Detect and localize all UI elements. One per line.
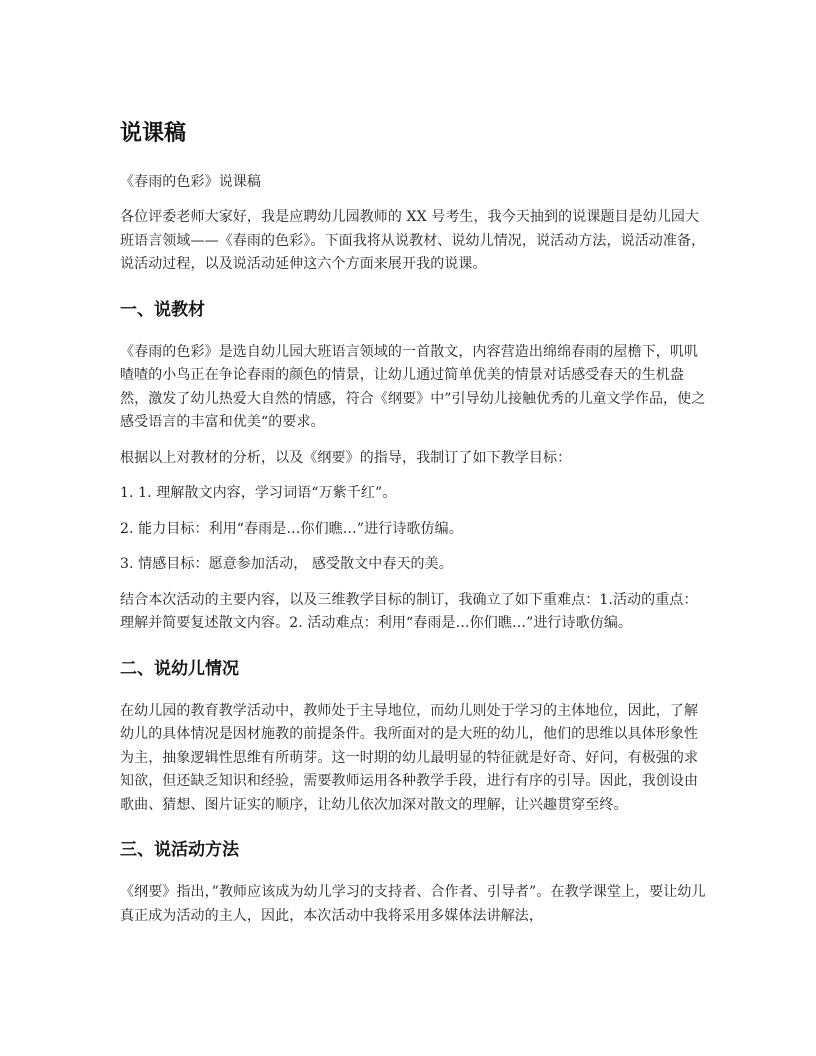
- section-children: [120, 656, 710, 818]
- list-item: 3. 情感目标：愿意参加活动， 感受散文中春天的美。: [120, 556, 453, 572]
- document-title: 说课稿: [120, 121, 187, 146]
- paragraph: 根据以上对教材的分析，以及《纲要》的指导，我制订了如下教学目标：: [120, 449, 572, 466]
- list-item: 1. 1. 理解散文内容，学习词语“万紫千红”。: [120, 485, 397, 501]
- document-page: [120, 118, 710, 940]
- list-item: 2. 能力目标：利用“春雨是…你们瞧…”进行诗歌仿编。: [120, 520, 463, 537]
- paragraph: 结合本次活动的主要内容，以及三维教学目标的制订，我确立了如下重难点：1.活动的重点：理解并简要复述散文内容。2. 活动难点：利用“春雨是…你们瞧…”进行诗歌仿编。: [120, 591, 698, 631]
- section-heading: 二、说幼儿情况: [120, 658, 239, 679]
- document-subtitle: 《春雨的色彩》说课稿: [120, 174, 261, 190]
- section-textbook: [120, 297, 710, 636]
- paragraph: 在幼儿园的教育教学活动中，教师处于主导地位，而幼儿则处于学习的主体地位，因此，了解幼儿的具体情况是因材施教的前提条件。我所面对的是大班的幼儿，他们的思维以具体形象性为主，抽象逻辑性思维有所萌芽。这一时期的幼儿最明显的特征就是好奇、好问，有极强的求知欲，但还缺乏知识和经验，需要教师运用各种教学手段，进行有序的引导。因此，我创设由歌曲、猜想、图片证实的顺序，让幼儿依次加深对散文的理解，让兴趣贯穿至终。: [120, 702, 699, 813]
- section-methods: [120, 837, 710, 928]
- paragraph: 《春雨的色彩》是选自幼儿园大班语言领域的一首散文，内容营造出绵绵春雨的屋檐下，叽叽喳喳的小鸟正在争论春雨的颜色的情景，让幼儿通过简单优美的情景对话感受春天的生机盎然，激发了幼儿热爱大自然的情感，符合《纲要》中”引导幼儿接触优秀的儿童文学作品，使之感受语言的丰富和优美“的要求。: [120, 343, 706, 430]
- paragraph: 《纲要》指出，”教师应该成为幼儿学习的支持者、合作者、引导者”。在教学课堂上，要让幼儿真正成为活动的主人，因此，本次活动中我将采用多媒体法讲解法，: [120, 884, 706, 924]
- section-heading: 三、说活动方法: [120, 840, 239, 860]
- section-heading: 一、说教材: [120, 299, 205, 320]
- intro-paragraph: 各位评委老师大家好，我是应聘幼儿园教师的 XX 号考生，我今天抽到的说课题目是幼儿园大班语言领域——《春雨的色彩》。下面我将从说教材、说幼儿情况，说活动方法，说活动准备，说活动过程，以及说活动延伸这六个方面来展开我的说课。: [120, 209, 706, 272]
